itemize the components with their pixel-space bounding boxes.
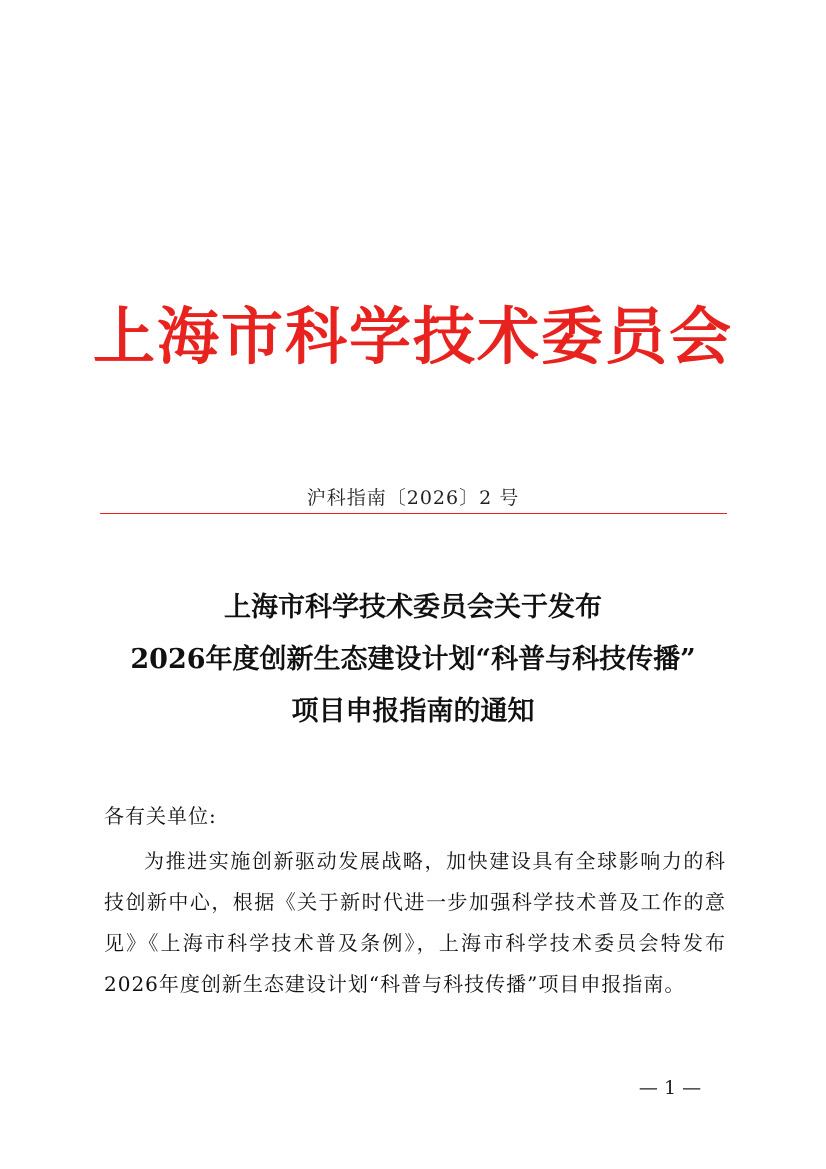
notice-title-line-1: 上海市科学技术委员会关于发布	[224, 592, 602, 623]
body-paragraph: 为推进实施创新驱动发展战略，加快建设具有全球影响力的科技创新中心，根据《关于新时代进一步加强科学技术普及工作的意见》《上海市科学技术普及条例》，上海市科学技术委员会特发布2026年度创新生态建设计划“科普与科技传播”项目申报指南。	[104, 849, 726, 996]
page-number: — 1 —	[638, 1077, 702, 1099]
notice-title	[60, 582, 766, 738]
notice-title-line-3: 项目申报指南的通知	[291, 696, 535, 727]
document-number: 沪科指南〔2026〕2 号	[306, 487, 520, 509]
notice-title-line-2: 2026年度创新生态建设计划“科普与科技传播”	[130, 644, 696, 675]
salutation: 各有关单位:	[104, 804, 217, 828]
issuing-organization-header: 上海市科学技术委员会	[92, 300, 733, 373]
red-separator-line	[100, 513, 727, 514]
